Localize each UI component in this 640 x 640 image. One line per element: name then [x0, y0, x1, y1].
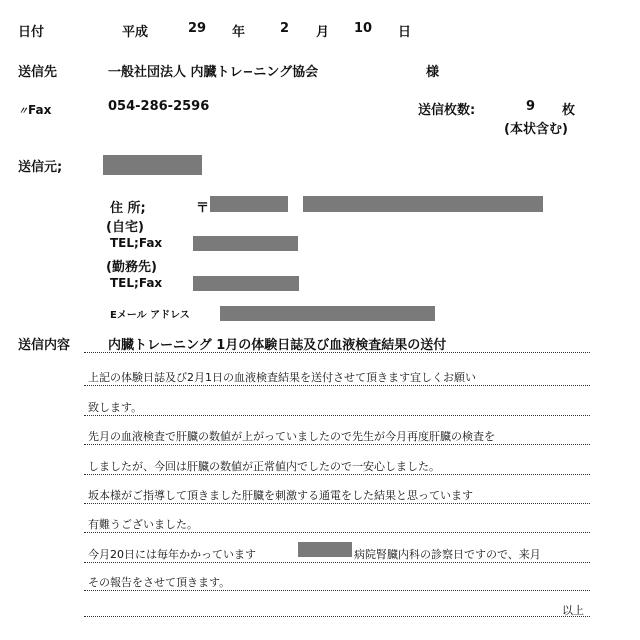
dotted-rule: [84, 616, 590, 617]
dotted-rule: [84, 474, 590, 475]
closing-text: 以上: [562, 604, 584, 617]
redacted-home-phone: [193, 236, 298, 251]
era-text: 平成: [122, 25, 149, 40]
dotted-rule: [84, 415, 590, 416]
date-label: 日付: [18, 25, 45, 40]
fax-label-group: [18, 99, 51, 118]
redacted-postal-code: [210, 196, 288, 212]
redacted-email: [220, 306, 435, 321]
email-label: Eメール アドレス: [110, 310, 190, 321]
pages-unit: 枚: [562, 103, 576, 118]
body-line: 今月20日には毎年かかっています: [88, 548, 256, 561]
recipient-honorific: 様: [426, 65, 440, 80]
sender-label: 送信元;: [18, 160, 63, 175]
redacted-address: [303, 196, 543, 212]
body-line: その報告をさせて頂きます。: [88, 576, 231, 589]
dotted-rule: [84, 503, 590, 504]
recipient-label: 送信先: [18, 65, 58, 80]
body-line: しましたが、今回は肝臓の数値が正常値内でしたので一安心しました。: [88, 460, 440, 473]
body-line: 先月の血液検査で肝臓の数値が上がっていましたので先生が今月再度肝臓の検査を: [88, 430, 495, 443]
body-line: 致します。: [88, 401, 143, 414]
content-subject: 内臓トレーニング 1月の体験日誌及び血液検査結果の送付: [108, 338, 447, 353]
dotted-rule: [84, 352, 590, 353]
home-label: (自宅): [106, 220, 144, 235]
address-label: 住 所;: [110, 201, 146, 216]
month-unit: 月: [316, 25, 330, 40]
body-line: 病院腎臓内科の診察日ですので、来月: [354, 548, 541, 561]
pages-note: (本状含む): [504, 122, 568, 137]
body-line: 上記の体験日誌及び2月1日の血液検査結果を送付させて頂きます宜しくお願い: [88, 371, 476, 384]
pages-label: 送信枚数:: [418, 103, 476, 118]
body-line: 坂本様がご指導して頂きました肝臓を刺激する通電をした結果と思っています: [88, 489, 473, 502]
redacted-sender-name: [103, 155, 202, 175]
tel-fax-label-home: TEL;Fax: [110, 236, 163, 250]
dotted-rule: [84, 385, 590, 386]
day-unit: 日: [398, 25, 412, 40]
fax-number: 054-286-2596: [108, 99, 210, 114]
dotted-rule: [84, 444, 590, 445]
content-label: 送信内容: [18, 338, 71, 353]
tel-fax-label-work: TEL;Fax: [110, 276, 163, 290]
recipient-name: 一般社団法人 内臓トレ−ニング協会: [108, 65, 319, 80]
day-value: 10: [354, 21, 373, 36]
dotted-rule: [84, 590, 590, 591]
postal-mark: 〒: [196, 201, 210, 216]
redacted-work-phone: [193, 276, 299, 291]
dotted-rule: [84, 562, 590, 563]
ditto-mark: 〃: [18, 106, 28, 117]
year-unit: 年: [232, 25, 246, 40]
dotted-rule: [84, 532, 590, 533]
fax-label: Fax: [28, 103, 52, 117]
redacted-hospital-name: [298, 542, 352, 557]
body-line: 有難うございました。: [88, 518, 198, 531]
month-value: 2: [280, 21, 290, 36]
work-label: (勤務先): [106, 260, 157, 275]
pages-value: 9: [526, 99, 536, 114]
year-value: 29: [188, 21, 207, 36]
